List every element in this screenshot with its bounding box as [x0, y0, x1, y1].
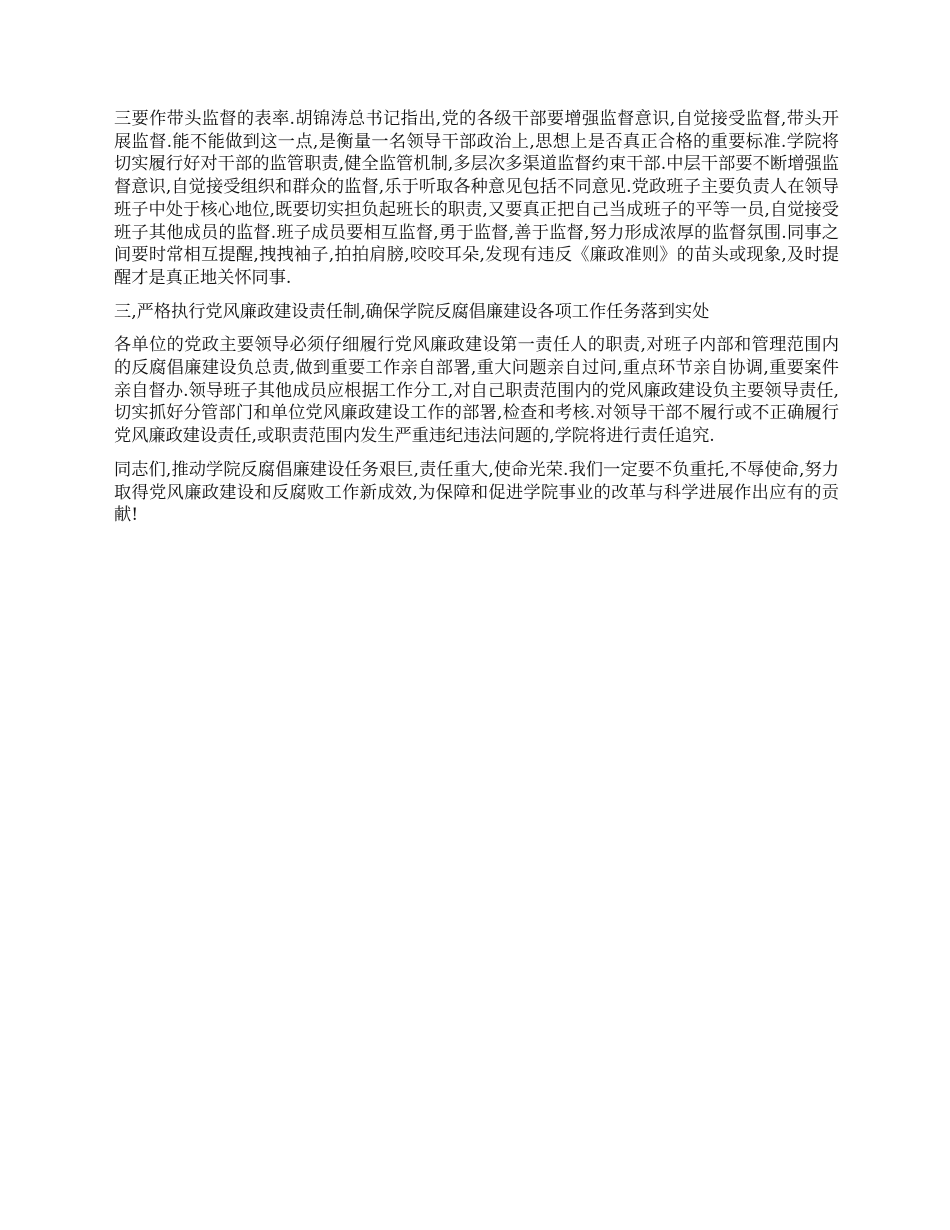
section-heading-responsibility-system: 三,严格执行党风廉政建设责任制,确保学院反腐倡廉建设各项工作任务落到实处 [114, 301, 710, 322]
paragraph-closing: 同志们,推动学院反腐倡廉建设任务艰巨,责任重大,使命光荣.我们一定要不负重托,不辱使命,努力取得党风廉政建设和反腐败工作新成效,为保障和促进学院事业的改革与科学进展作出应有的贡献! [114, 459, 839, 526]
paragraph-leadership-duties: 各单位的党政主要领导必须仔细履行党风廉政建设第一责任人的职责,对班子内部和管理范围内的反腐倡廉建设负总责,做到重要工作亲自部署,重大问题亲自过问,重点环节亲自协调,重要案件亲自督办.领导班子其他成员应根据工作分工,对自己职责范围内的党风廉政建设负主要领导责任,切实抓好分管部门和单位党风廉政建设工作的部署,检查和考核.对领导干部不履行或不正确履行党风廉政建设责任,或职责范围内发生严重违纪违法问题的,学院将进行责任追究. [114, 335, 839, 447]
document-page [114, 108, 839, 538]
paragraph-supervision-example: 三要作带头监督的表率.胡锦涛总书记指出,党的各级干部要增强监督意识,自觉接受监督,带头开展监督.能不能做到这一点,是衡量一名领导干部政治上,思想上是否真正合格的重要标准.学院将切实履行好对干部的监管职责,健全监管机制,多层次多渠道监督约束干部.中层干部要不断增强监督意识,自觉接受组织和群众的监督,乐于听取各种意见包括不同意见.党政班子主要负责人在领导班子中处于核心地位,既要切实担负起班长的职责,又要真正把自己当成班子的平等一员,自觉接受班子其他成员的监督.班子成员要相互监督,勇于监督,善于监督,努力形成浓厚的监督氛围.同事之间要时常相互提醒,拽拽袖子,拍拍肩膀,咬咬耳朵,发现有违反《廉政准则》的苗头或现象,及时提醒才是真正地关怀同事. [114, 109, 839, 288]
